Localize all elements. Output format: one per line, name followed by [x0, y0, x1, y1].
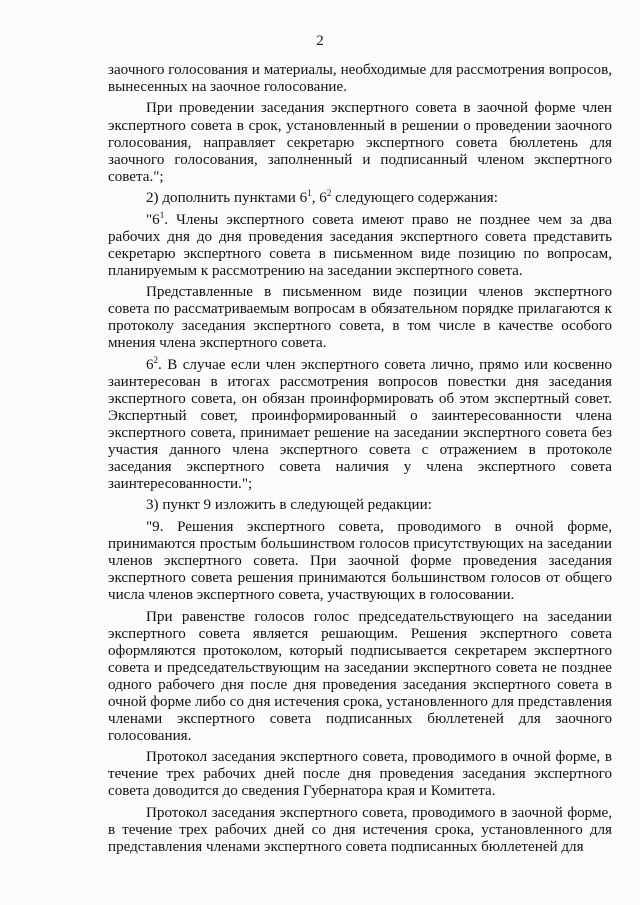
text-run: При равенстве голосов голос председательствующего на заседании экспертного совета является решающим. Решения экспертного совета оформляются протоколом, который подписывается секретарем экспертного совета и председательствующим на заседании экспертного совета не позднее одного рабочего дня после дня проведения заседания экспертного совета в очной форме либо со дня истечения срока, установленного для представления членами экспертного совета подписанных бюллетеней для заочного голосования. — [108, 608, 612, 744]
text-run: , 6 — [311, 190, 327, 207]
paragraph — [108, 354, 612, 493]
text-run: 3) пункт 9 изложить в следующей редакции: — [146, 497, 432, 514]
text-run: Протокол заседания экспертного совета, проводимого в заочной форме, в течение трех рабочих дней со дня истечения срока, установленного для представления членами экспертного совета подписанных бюллетеней для — [108, 804, 612, 855]
text-run: "6 — [146, 211, 160, 228]
text-run: Протокол заседания экспертного совета, проводимого в очной форме, в течение трех рабочих дней после дня проведения заседания экспертного совета доводится до сведения Губернатора края и Комитета. — [108, 749, 612, 800]
text-run: 2) дополнить пунктами 6 — [146, 190, 308, 207]
text-run: . В случае если член экспертного совета лично, прямо или косвенно заинтересован в итогах рассмотрения вопросов повестки дня заседания экспертного совета, он обязан проинформировать об этом экспертный совет. Экспертный совет, проинформированный о заинтересованности члена экспертного совета, принимает решение на заседании экспертного совета без участия данного члена экспертного совета с отражением в протоколе заседания экспертного совета наличия у члена экспертного совета заинтересованности."; — [108, 356, 612, 493]
text-run: следующего содержания: — [331, 190, 498, 207]
paragraph — [108, 497, 612, 514]
document-body — [108, 62, 612, 856]
paragraph — [108, 62, 612, 96]
paragraph — [108, 749, 612, 800]
text-run: Представленные в письменном виде позиции членов экспертного совета по рассматриваемым вопросам в обязательном порядке прилагаются к протоколу заседания экспертного совета, в том числе в качестве особого мнения члена экспертного совета. — [108, 284, 612, 352]
paragraph — [108, 284, 612, 352]
superscript: 1 — [159, 209, 165, 220]
paragraph — [108, 609, 612, 745]
paragraph — [108, 209, 612, 280]
superscript: 2 — [153, 354, 159, 365]
text-run: . Члены экспертного совета имеют право не позднее чем за два рабочих дня до дня проведения заседания экспертного совета представить секретарю экспертного совета в письменном виде позицию по вопросам, планируемым к рассмотрению на заседании экспертного совета. — [108, 211, 612, 279]
text-run: "9. Решения экспертного совета, проводимого в очной форме, принимаются простым большинством голосов присутствующих на заседании членов экспертного совета. При заочной форме проведения заседания экспертного совета решения принимаются большинством голосов от общего числа членов экспертного совета, участвующих в голосовании. — [108, 518, 612, 604]
text-run: 6 — [146, 356, 154, 373]
page-number: 2 — [316, 33, 324, 49]
superscript: 1 — [307, 188, 312, 199]
paragraph — [108, 100, 612, 185]
text-run: заочного голосования и материалы, необходимые для рассмотрения вопросов, вынесенных на заочное голосование. — [108, 62, 612, 96]
paragraph — [108, 190, 612, 207]
text-run: При проведении заседания экспертного совета в заочной форме член экспертного совета в срок, установленный в решении о проведении заочного голосования, направляет секретарю экспертного совета бюллетень для заочного голосования, заполненный и подписанный членом экспертного совета."; — [108, 100, 612, 185]
paragraph — [108, 805, 612, 856]
paragraph — [108, 519, 612, 604]
superscript: 2 — [326, 188, 332, 199]
